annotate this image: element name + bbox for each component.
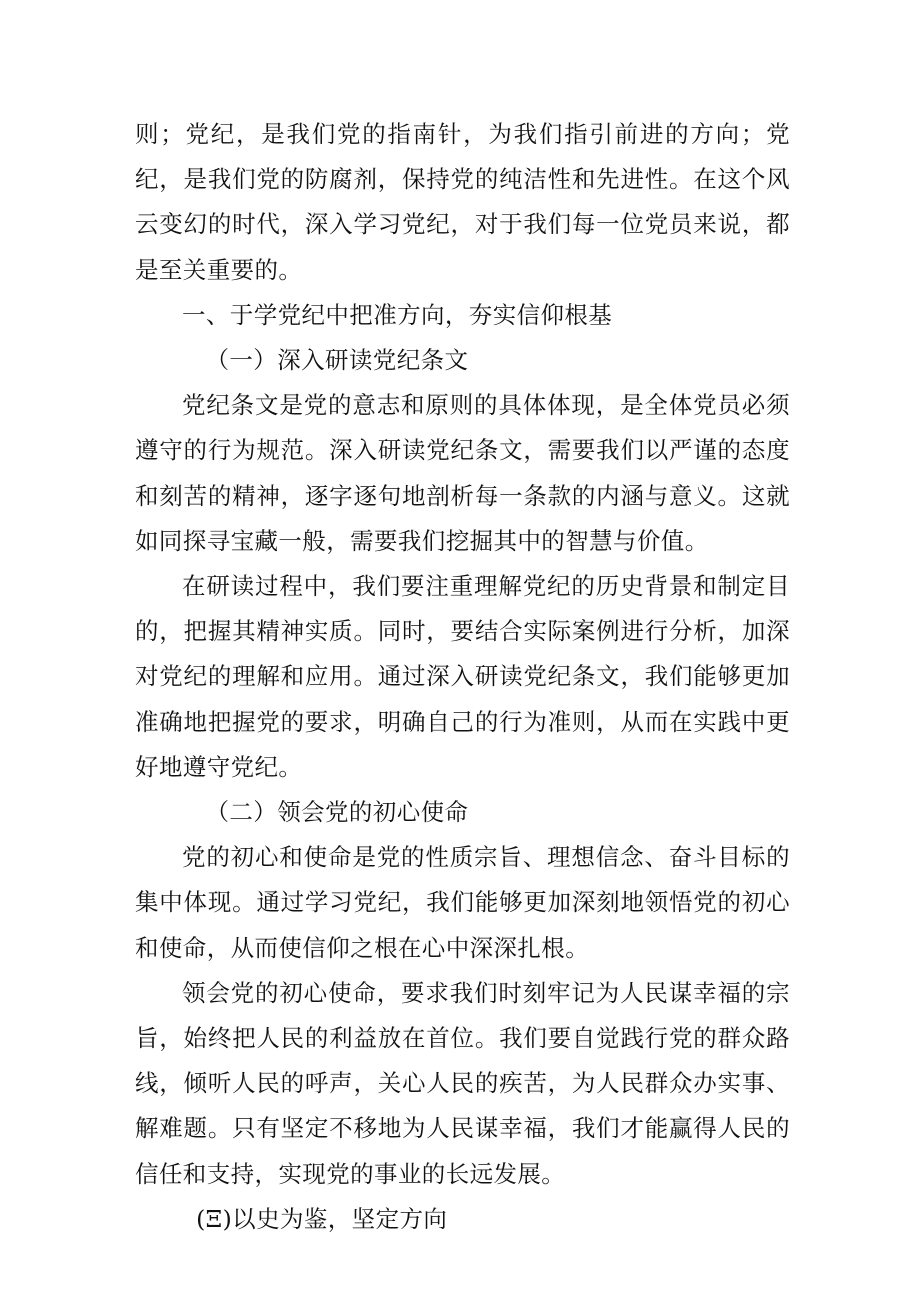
section-heading-1: 一、于学党纪中把准方向，夯实信仰根基 [182, 300, 613, 329]
subsection-heading-2: （二）领会党的初心使命 [205, 798, 469, 827]
paragraph: 党的初心和使命是党的性质宗旨、理想信念、奋斗目标的集中体现。通过学习党纪，我们能够更加深刻地领悟党的初心和使命，从而使信仰之根在心中深深扎根。 [135, 843, 790, 962]
subsection-heading-3: (Ξ)以史为鉴，坚定方向 [196, 1204, 448, 1233]
subsection-heading-1: （一）深入研读党纪条文 [205, 346, 469, 375]
paragraph: 党纪条文是党的意志和原则的具体体现，是全体党员必须遵守的行为规范。深入研读党纪条文，需要我们以严谨的态度和刻苦的精神，逐字逐句地剖析每一条款的内涵与意义。这就如同探寻宝藏一般，需要我们挖掘其中的智慧与价值。 [135, 391, 790, 555]
paragraph: 领会党的初心使命，要求我们时刻牢记为人民谋幸福的宗旨，始终把人民的利益放在首位。我们要自觉践行党的群众路线，倾听人民的呼声，关心人民的疾苦，为人民群众办实事、解难题。只有坚定不移地为人民谋幸福，我们才能赢得人民的信任和支持，实现党的事业的长远发展。 [135, 978, 790, 1188]
paragraph-continued: 则；党纪，是我们党的指南针，为我们指引前进的方向；党纪，是我们党的防腐剂，保持党的纯洁性和先进性。在这个风云变幻的时代，深入学习党纪，对于我们每一位党员来说，都是至关重要的。 [135, 120, 790, 284]
document-body [135, 112, 790, 1242]
paragraph: 在研读过程中，我们要注重理解党纪的历史背景和制定目的，把握其精神实质。同时，要结合实际案例进行分析，加深对党纪的理解和应用。通过深入研读党纪条文，我们能够更加准确地把握党的要求，明确自己的行为准则，从而在实践中更好地遵守党纪。 [135, 572, 790, 781]
